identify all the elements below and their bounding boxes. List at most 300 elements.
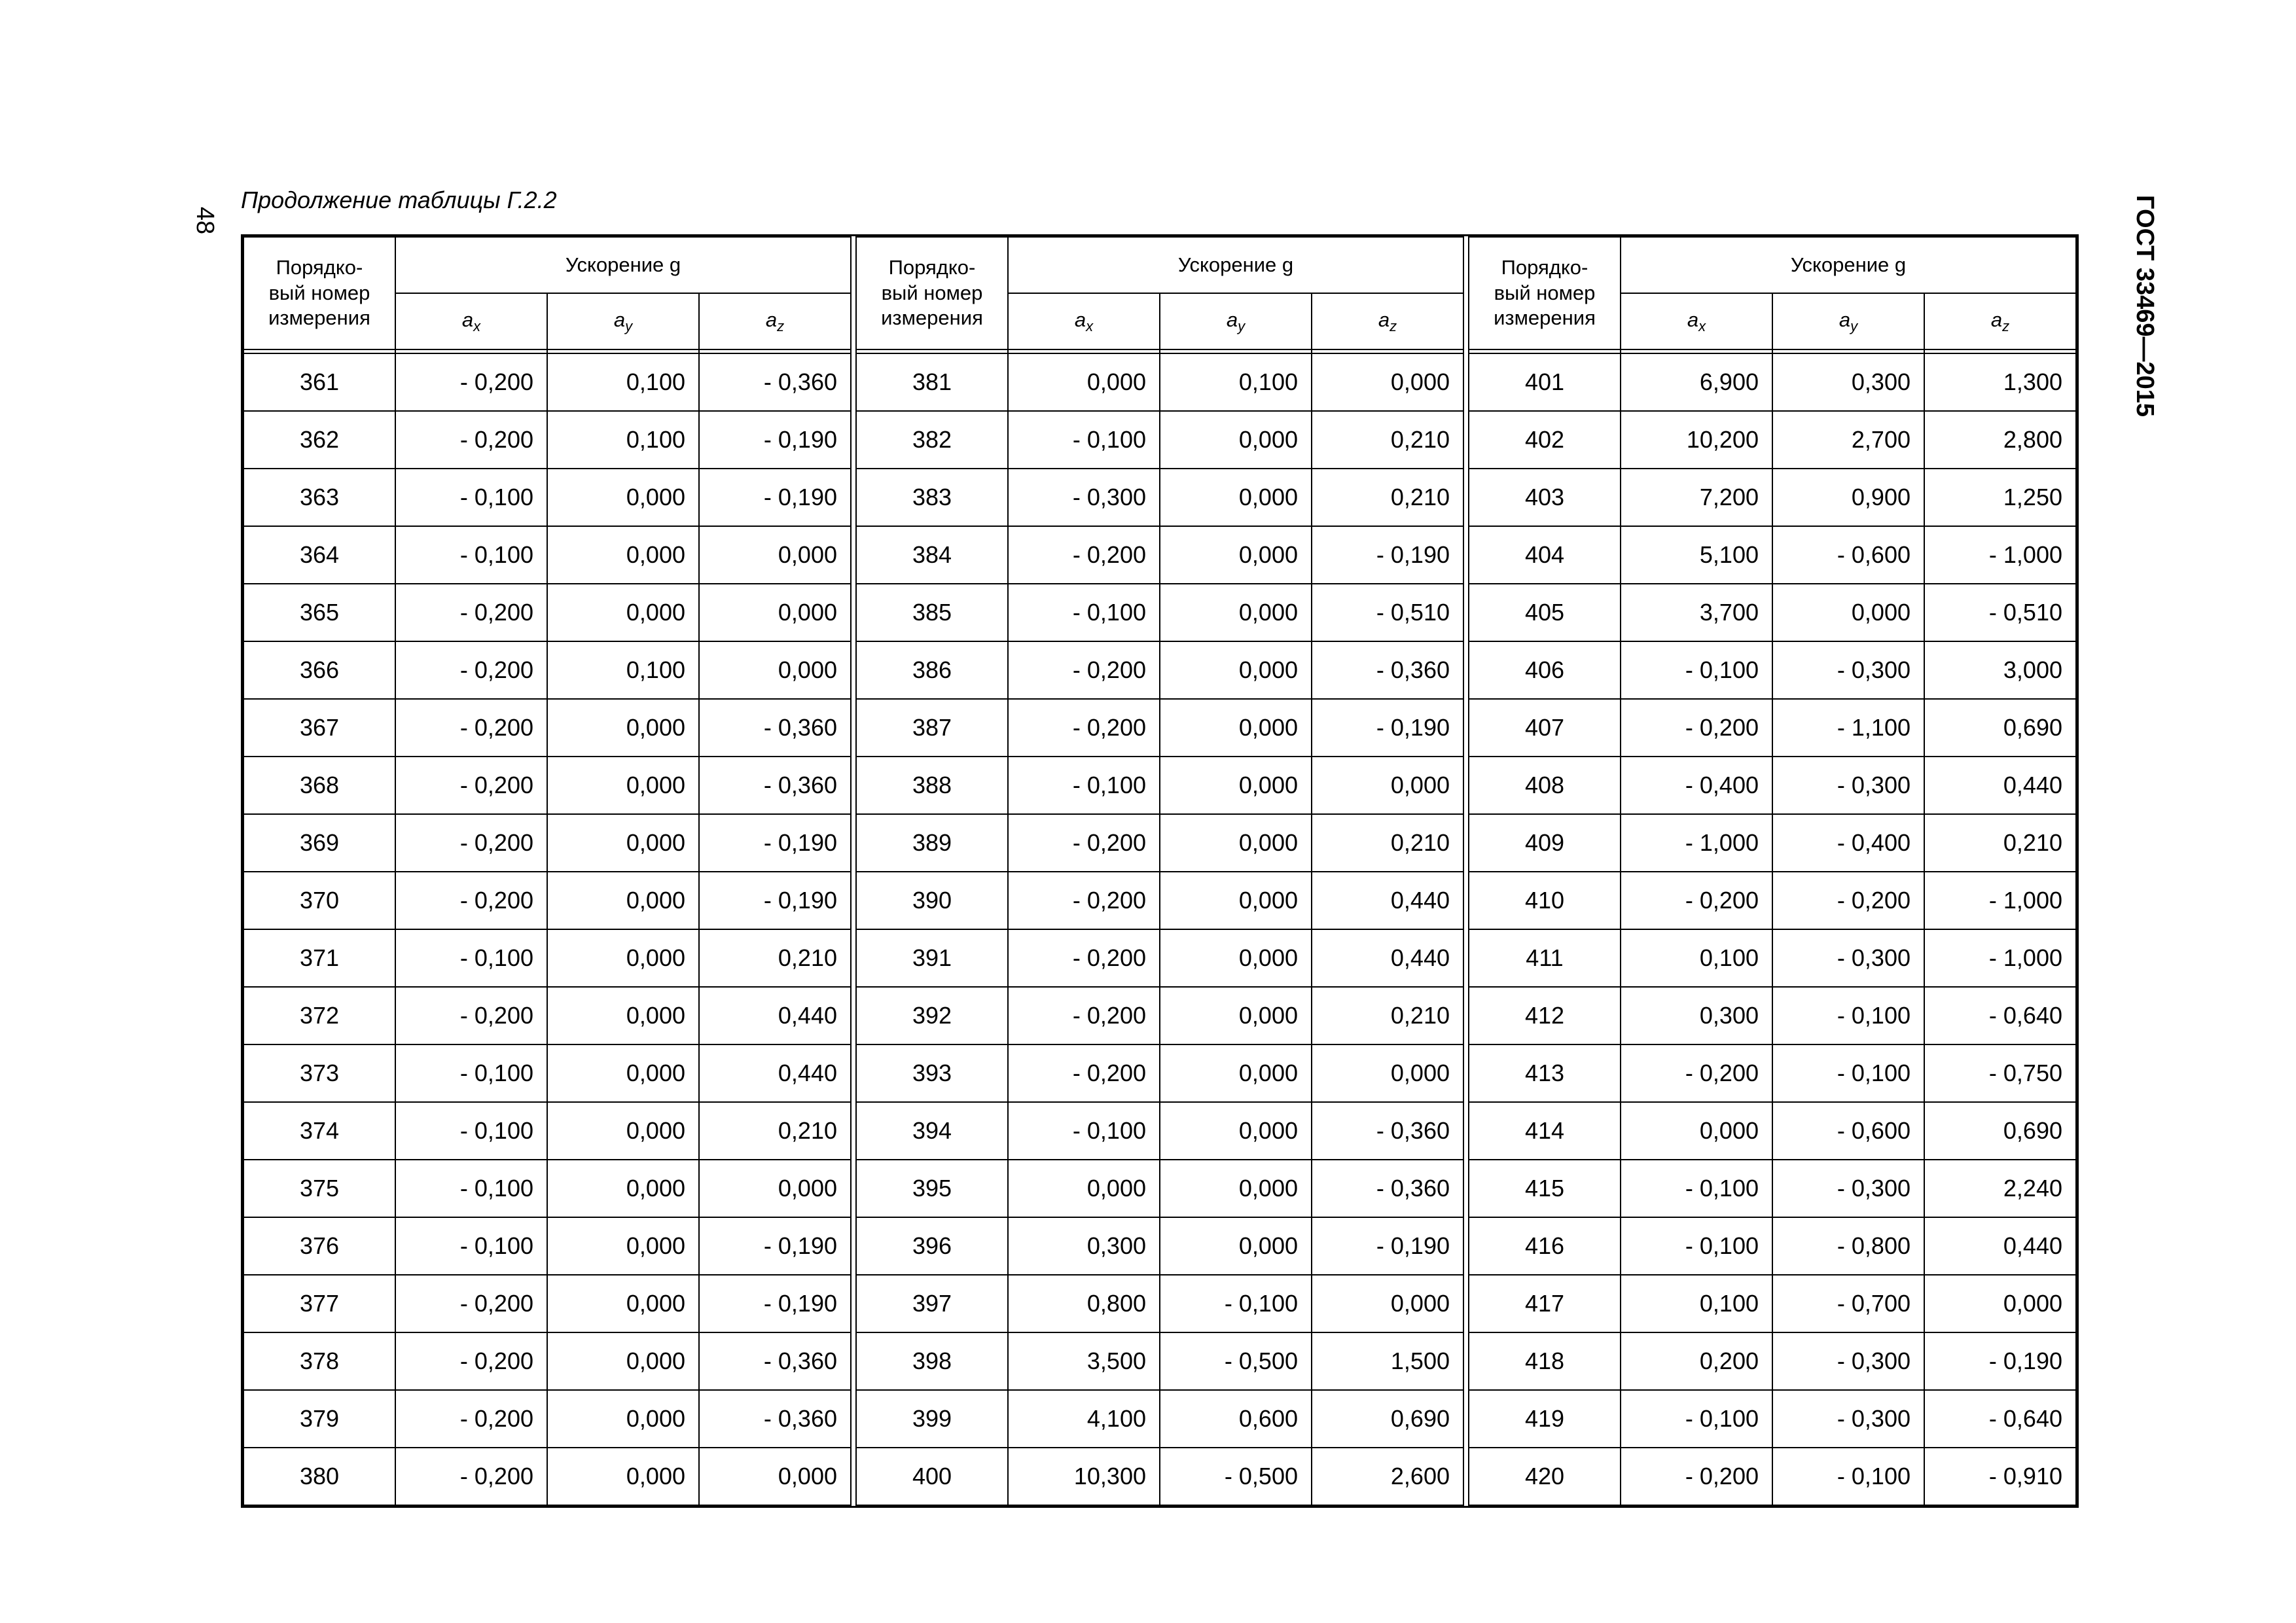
ay-cell: 0,000	[1160, 987, 1312, 1044]
measurement-number-cell: 383	[856, 469, 1008, 526]
measurement-number-cell: 384	[856, 526, 1008, 584]
table-row	[1469, 1102, 2076, 1160]
measurement-number-cell: 396	[856, 1217, 1008, 1275]
ay-cell: 0,000	[1160, 814, 1312, 872]
ax-cell: 5,100	[1621, 526, 1772, 584]
measurement-number-cell: 413	[1469, 1044, 1621, 1102]
az-cell: 0,000	[1924, 1275, 2076, 1332]
standard-designation: ГОСТ 33469—2015	[2131, 195, 2159, 418]
ax-cell: - 0,100	[395, 1102, 547, 1160]
ax-cell: - 0,100	[395, 929, 547, 987]
ax-cell: - 0,200	[395, 1332, 547, 1390]
measurement-number-cell: 398	[856, 1332, 1008, 1390]
axis-subscript: z	[2002, 317, 2010, 334]
az-cell: - 0,360	[1312, 1102, 1463, 1160]
axis-subscript: x	[1698, 317, 1706, 334]
ay-cell: 0,000	[1160, 1102, 1312, 1160]
table-row	[856, 929, 1463, 987]
ay-cell: 0,000	[547, 1332, 699, 1390]
measurement-number-cell: 361	[243, 353, 395, 411]
ay-cell: - 0,300	[1772, 929, 1924, 987]
ay-cell: 0,000	[1160, 1217, 1312, 1275]
measurement-number-cell: 388	[856, 757, 1008, 814]
measurement-number-cell: 391	[856, 929, 1008, 987]
ay-cell: 0,100	[547, 411, 699, 469]
az-cell: 0,210	[1312, 469, 1463, 526]
table-row	[856, 1390, 1463, 1448]
az-cell: - 0,360	[699, 757, 851, 814]
ay-cell: 0,000	[547, 1217, 699, 1275]
ax-cell: - 0,100	[395, 1044, 547, 1102]
axis-header-az	[1312, 293, 1463, 349]
ax-cell: 0,000	[1008, 1160, 1160, 1217]
az-cell: - 0,360	[699, 1332, 851, 1390]
table-row	[856, 699, 1463, 757]
ax-cell: - 0,200	[395, 1448, 547, 1505]
ay-cell: 0,000	[547, 1044, 699, 1102]
ay-cell: - 0,200	[1772, 872, 1924, 929]
axis-symbol: a	[1074, 308, 1086, 331]
ax-cell: - 0,200	[395, 814, 547, 872]
table-row	[856, 1044, 1463, 1102]
measurement-number-cell: 369	[243, 814, 395, 872]
ax-cell: - 0,400	[1621, 757, 1772, 814]
table-row	[1469, 353, 2076, 411]
ay-cell: - 0,300	[1772, 757, 1924, 814]
az-cell: - 0,640	[1924, 1390, 2076, 1448]
measurement-number-header	[243, 237, 395, 349]
measurement-number-cell: 400	[856, 1448, 1008, 1505]
measurement-number-cell: 368	[243, 757, 395, 814]
axis-symbol: a	[613, 308, 626, 331]
az-cell: - 0,190	[1312, 699, 1463, 757]
table-row	[243, 411, 851, 469]
ay-cell: 0,600	[1160, 1390, 1312, 1448]
ax-cell: 0,300	[1621, 987, 1772, 1044]
ay-cell: - 0,700	[1772, 1275, 1924, 1332]
header-line: Порядко-	[276, 255, 363, 279]
az-cell: - 0,910	[1924, 1448, 2076, 1505]
az-cell: 0,000	[699, 584, 851, 641]
az-cell: 0,440	[1312, 872, 1463, 929]
table-row	[243, 1448, 851, 1505]
ay-cell: 0,000	[547, 1390, 699, 1448]
ay-cell: 0,000	[547, 1160, 699, 1217]
ay-cell: - 0,300	[1772, 1332, 1924, 1390]
az-cell: - 0,640	[1924, 987, 2076, 1044]
header-line: вый номер	[881, 281, 983, 304]
measurement-number-cell: 378	[243, 1332, 395, 1390]
table-row	[856, 987, 1463, 1044]
measurement-number-cell: 419	[1469, 1390, 1621, 1448]
measurement-number-cell: 395	[856, 1160, 1008, 1217]
axis-subscript: z	[1390, 317, 1397, 334]
ay-cell: 0,000	[547, 699, 699, 757]
measurement-number-cell: 389	[856, 814, 1008, 872]
ay-cell: 0,000	[547, 872, 699, 929]
az-cell: - 0,190	[699, 872, 851, 929]
acceleration-header: Ускорение g	[1621, 237, 2076, 293]
ay-cell: - 0,300	[1772, 1160, 1924, 1217]
ax-cell: - 0,200	[1008, 872, 1160, 929]
table-row	[243, 1390, 851, 1448]
table-row	[1469, 1275, 2076, 1332]
table-row	[856, 872, 1463, 929]
ay-cell: - 0,100	[1772, 1448, 1924, 1505]
table-row	[1469, 411, 2076, 469]
measurement-number-cell: 415	[1469, 1160, 1621, 1217]
table-row	[856, 641, 1463, 699]
measurement-number-cell: 387	[856, 699, 1008, 757]
ax-cell: 7,200	[1621, 469, 1772, 526]
ax-cell: - 0,100	[395, 1160, 547, 1217]
measurement-number-cell: 372	[243, 987, 395, 1044]
axis-subscript: z	[777, 317, 785, 334]
table-row	[856, 1160, 1463, 1217]
az-cell: 0,210	[1312, 814, 1463, 872]
measurement-number-cell: 417	[1469, 1275, 1621, 1332]
table-row	[243, 1275, 851, 1332]
table-row	[1469, 1390, 2076, 1448]
ax-cell: - 0,100	[395, 469, 547, 526]
measurement-number-cell: 410	[1469, 872, 1621, 929]
ay-cell: 0,100	[547, 641, 699, 699]
measurement-number-cell: 405	[1469, 584, 1621, 641]
measurement-number-cell: 373	[243, 1044, 395, 1102]
az-cell: 0,690	[1924, 1102, 2076, 1160]
ax-cell: 0,100	[1621, 929, 1772, 987]
az-cell: - 1,000	[1924, 872, 2076, 929]
data-table-1	[243, 236, 852, 1506]
axis-header-ax	[1008, 293, 1160, 349]
table-row	[856, 1275, 1463, 1332]
table-row	[1469, 526, 2076, 584]
az-cell: - 0,360	[699, 699, 851, 757]
table-row	[1469, 987, 2076, 1044]
ax-cell: - 0,200	[1008, 1044, 1160, 1102]
az-cell: 0,210	[1312, 987, 1463, 1044]
ay-cell: 0,000	[547, 584, 699, 641]
measurement-number-cell: 397	[856, 1275, 1008, 1332]
az-cell: 0,000	[699, 526, 851, 584]
ax-cell: - 0,100	[395, 1217, 547, 1275]
axis-subscript: y	[1238, 317, 1246, 334]
table-row	[243, 1332, 851, 1390]
table-row	[856, 526, 1463, 584]
table-row	[243, 757, 851, 814]
table-row	[243, 353, 851, 411]
header-line: Порядко-	[1501, 255, 1588, 279]
az-cell: 0,440	[699, 1044, 851, 1102]
az-cell: 0,000	[1312, 757, 1463, 814]
ax-cell: 0,100	[1621, 1275, 1772, 1332]
ax-cell: - 0,200	[1621, 699, 1772, 757]
ay-cell: 0,000	[547, 469, 699, 526]
ax-cell: - 0,200	[1008, 814, 1160, 872]
table-row	[243, 814, 851, 872]
ax-cell: 4,100	[1008, 1390, 1160, 1448]
ax-cell: - 0,100	[1621, 641, 1772, 699]
ay-cell: 0,000	[1160, 526, 1312, 584]
axis-header-az	[1924, 293, 2076, 349]
measurement-number-cell: 420	[1469, 1448, 1621, 1505]
axis-header-ay	[547, 293, 699, 349]
ax-cell: - 0,100	[1621, 1160, 1772, 1217]
table-row	[243, 987, 851, 1044]
ay-cell: 0,000	[1160, 699, 1312, 757]
ax-cell: - 0,200	[1621, 872, 1772, 929]
measurement-number-cell: 362	[243, 411, 395, 469]
table-row	[243, 1217, 851, 1275]
axis-subscript: y	[1850, 317, 1858, 334]
ay-cell: 2,700	[1772, 411, 1924, 469]
axis-header-ay	[1772, 293, 1924, 349]
table-row	[856, 353, 1463, 411]
measurement-number-cell: 382	[856, 411, 1008, 469]
ay-cell: 0,000	[1160, 929, 1312, 987]
az-cell: 0,440	[1924, 757, 2076, 814]
ax-cell: 0,800	[1008, 1275, 1160, 1332]
ay-cell: 0,000	[1160, 1160, 1312, 1217]
measurement-number-cell: 380	[243, 1448, 395, 1505]
table-row	[243, 526, 851, 584]
measurement-number-cell: 412	[1469, 987, 1621, 1044]
axis-header-ax	[395, 293, 547, 349]
az-cell: 0,000	[1312, 353, 1463, 411]
table-row	[1469, 757, 2076, 814]
ay-cell: - 0,100	[1160, 1275, 1312, 1332]
ax-cell: 10,200	[1621, 411, 1772, 469]
table-row	[243, 1044, 851, 1102]
measurement-number-cell: 418	[1469, 1332, 1621, 1390]
measurement-number-cell: 390	[856, 872, 1008, 929]
measurement-number-cell: 376	[243, 1217, 395, 1275]
header-line: измерения	[268, 306, 370, 330]
table-row	[1469, 1332, 2076, 1390]
table-row	[1469, 872, 2076, 929]
ax-cell: - 0,200	[395, 757, 547, 814]
ay-cell: - 0,600	[1772, 526, 1924, 584]
axis-symbol: a	[1378, 308, 1390, 331]
measurement-number-cell: 366	[243, 641, 395, 699]
ax-cell: - 0,300	[1008, 469, 1160, 526]
measurement-number-cell: 394	[856, 1102, 1008, 1160]
ay-cell: - 0,300	[1772, 641, 1924, 699]
header-line: измерения	[881, 306, 983, 330]
ax-cell: - 0,200	[1621, 1448, 1772, 1505]
ax-cell: 0,300	[1008, 1217, 1160, 1275]
ax-cell: - 0,100	[1621, 1217, 1772, 1275]
ax-cell: 10,300	[1008, 1448, 1160, 1505]
ax-cell: - 0,100	[395, 526, 547, 584]
az-cell: 2,600	[1312, 1448, 1463, 1505]
az-cell: - 0,360	[699, 1390, 851, 1448]
measurement-number-cell: 377	[243, 1275, 395, 1332]
ay-cell: 0,000	[1160, 584, 1312, 641]
data-table-2	[855, 236, 1464, 1506]
axis-header-ax	[1621, 293, 1772, 349]
az-cell: 0,000	[699, 1160, 851, 1217]
ay-cell: 0,000	[547, 1102, 699, 1160]
page-number: 48	[191, 206, 219, 235]
measurement-number-cell: 385	[856, 584, 1008, 641]
measurement-number-cell: 370	[243, 872, 395, 929]
table-row	[856, 1332, 1463, 1390]
table-row	[243, 469, 851, 526]
header-line: Порядко-	[888, 255, 976, 279]
table-row	[856, 1102, 1463, 1160]
ay-cell: - 0,500	[1160, 1332, 1312, 1390]
az-cell: - 0,190	[699, 1217, 851, 1275]
az-cell: 3,000	[1924, 641, 2076, 699]
table-row	[856, 757, 1463, 814]
ax-cell: - 0,200	[395, 584, 547, 641]
axis-header-ay	[1160, 293, 1312, 349]
az-cell: 0,210	[1924, 814, 2076, 872]
az-cell: - 0,510	[1924, 584, 2076, 641]
axis-header-az	[699, 293, 851, 349]
ax-cell: - 0,200	[395, 699, 547, 757]
table-row	[243, 641, 851, 699]
measurement-number-cell: 381	[856, 353, 1008, 411]
measurement-number-cell: 403	[1469, 469, 1621, 526]
table-row	[1469, 584, 2076, 641]
measurement-number-cell: 406	[1469, 641, 1621, 699]
az-cell: 0,690	[1924, 699, 2076, 757]
measurement-number-cell: 386	[856, 641, 1008, 699]
ay-cell: 0,000	[547, 1275, 699, 1332]
measurement-number-cell: 404	[1469, 526, 1621, 584]
measurement-number-cell: 363	[243, 469, 395, 526]
az-cell: - 0,190	[1924, 1332, 2076, 1390]
ax-cell: 0,000	[1621, 1102, 1772, 1160]
az-cell: - 0,360	[699, 353, 851, 411]
ay-cell: 0,000	[547, 814, 699, 872]
ax-cell: - 0,200	[395, 353, 547, 411]
measurement-number-cell: 379	[243, 1390, 395, 1448]
axis-symbol: a	[765, 308, 778, 331]
measurement-number-cell: 407	[1469, 699, 1621, 757]
az-cell: - 0,360	[1312, 641, 1463, 699]
ax-cell: - 0,200	[395, 1275, 547, 1332]
axis-symbol: a	[1990, 308, 2003, 331]
measurement-number-header	[856, 237, 1008, 349]
table-row	[243, 872, 851, 929]
ay-cell: 0,000	[1772, 584, 1924, 641]
header-line: вый номер	[1494, 281, 1596, 304]
az-cell: - 1,000	[1924, 526, 2076, 584]
az-cell: 0,210	[1312, 411, 1463, 469]
ay-cell: 0,000	[547, 757, 699, 814]
table-row	[1469, 929, 2076, 987]
measurement-number-cell: 401	[1469, 353, 1621, 411]
measurement-number-cell: 367	[243, 699, 395, 757]
table-row	[1469, 641, 2076, 699]
measurement-number-cell: 371	[243, 929, 395, 987]
ax-cell: - 0,200	[395, 411, 547, 469]
az-cell: 0,210	[699, 1102, 851, 1160]
ay-cell: 0,000	[1160, 1044, 1312, 1102]
measurement-number-cell: 402	[1469, 411, 1621, 469]
measurement-number-cell: 408	[1469, 757, 1621, 814]
az-cell: 0,000	[699, 641, 851, 699]
table-row	[856, 1448, 1463, 1505]
ay-cell: 0,100	[1160, 353, 1312, 411]
table-row	[243, 1102, 851, 1160]
az-cell: - 0,190	[1312, 526, 1463, 584]
table-row	[1469, 1160, 2076, 1217]
ay-cell: - 0,500	[1160, 1448, 1312, 1505]
ax-cell: - 0,200	[395, 641, 547, 699]
az-cell: 0,000	[699, 1448, 851, 1505]
az-cell: 1,500	[1312, 1332, 1463, 1390]
table-row	[243, 584, 851, 641]
ay-cell: 0,000	[1160, 641, 1312, 699]
az-cell: 0,000	[1312, 1044, 1463, 1102]
measurement-number-cell: 364	[243, 526, 395, 584]
table-row	[856, 584, 1463, 641]
az-cell: 1,250	[1924, 469, 2076, 526]
ax-cell: 0,200	[1621, 1332, 1772, 1390]
table-row	[243, 699, 851, 757]
az-cell: 0,440	[1924, 1217, 2076, 1275]
table-row	[243, 929, 851, 987]
ay-cell: - 0,800	[1772, 1217, 1924, 1275]
acceleration-header: Ускорение g	[1008, 237, 1463, 293]
measurement-number-cell: 411	[1469, 929, 1621, 987]
ay-cell: 0,000	[547, 1448, 699, 1505]
table-row	[243, 1160, 851, 1217]
az-cell: - 1,000	[1924, 929, 2076, 987]
ax-cell: - 0,200	[1008, 929, 1160, 987]
az-cell: - 0,190	[699, 1275, 851, 1332]
measurement-number-header	[1469, 237, 1621, 349]
az-cell: - 0,360	[1312, 1160, 1463, 1217]
ay-cell: 0,000	[1160, 411, 1312, 469]
header-line: измерения	[1494, 306, 1596, 330]
ay-cell: - 0,100	[1772, 1044, 1924, 1102]
az-cell: - 0,190	[699, 411, 851, 469]
ax-cell: - 1,000	[1621, 814, 1772, 872]
ay-cell: 0,900	[1772, 469, 1924, 526]
measurement-number-cell: 399	[856, 1390, 1008, 1448]
table-row	[1469, 1044, 2076, 1102]
measurement-number-cell: 409	[1469, 814, 1621, 872]
ay-cell: 0,300	[1772, 353, 1924, 411]
measurement-tables	[241, 234, 2079, 1508]
table-row	[1469, 814, 2076, 872]
ax-cell: - 0,200	[1008, 699, 1160, 757]
ay-cell: - 0,300	[1772, 1390, 1924, 1448]
az-cell: 2,240	[1924, 1160, 2076, 1217]
az-cell: 2,800	[1924, 411, 2076, 469]
ay-cell: 0,000	[547, 526, 699, 584]
az-cell: 0,440	[699, 987, 851, 1044]
ay-cell: 0,000	[1160, 757, 1312, 814]
ax-cell: - 0,100	[1008, 411, 1160, 469]
ax-cell: 3,700	[1621, 584, 1772, 641]
ay-cell: - 0,100	[1772, 987, 1924, 1044]
ay-cell: 0,100	[547, 353, 699, 411]
table-row	[856, 814, 1463, 872]
measurement-number-cell: 392	[856, 987, 1008, 1044]
table-row	[856, 469, 1463, 526]
ax-cell: - 0,200	[1008, 641, 1160, 699]
ax-cell: - 0,200	[1008, 526, 1160, 584]
ax-cell: - 0,200	[395, 872, 547, 929]
table-row	[1469, 469, 2076, 526]
header-line: вый номер	[268, 281, 370, 304]
